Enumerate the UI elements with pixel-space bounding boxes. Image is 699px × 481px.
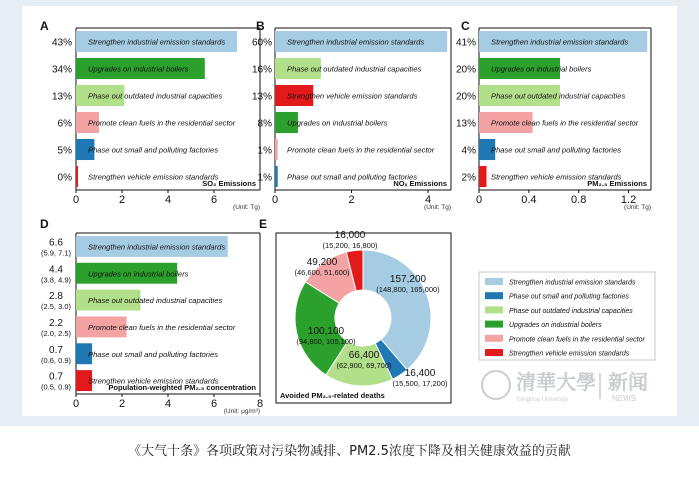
legend-swatch xyxy=(485,349,503,356)
legend-item: Upgrades on industrial boilers xyxy=(509,322,602,330)
panel-d-tick-label: 2 xyxy=(118,398,126,410)
panel-d-bar-label: Phase out small and polluting factories xyxy=(88,349,219,359)
panel-a-bar-label: Phase out small and polluting factories xyxy=(88,145,219,155)
panel-e-ci-label: (15,500, 17,200) xyxy=(392,379,448,388)
watermark-en: Tsinghua University xyxy=(516,397,569,403)
panel-b-bar-label: Strengthen industrial emission standards xyxy=(287,37,425,47)
panel-b-tick-label: 2 xyxy=(348,194,355,206)
panel-b-bar-label: Phase out outdated industrial capacities xyxy=(287,64,422,74)
panel-c-tick-label: 1.2 xyxy=(620,194,637,206)
panel-e-ci-label: (46,600, 51,600) xyxy=(294,268,350,277)
panel-d-unit: (Unit: μg/m³) xyxy=(223,408,260,415)
panel-b-pct-label: 1% xyxy=(257,172,272,184)
panel-d-tick-label: 8 xyxy=(256,398,264,410)
panel-a-pct-label: 43% xyxy=(51,37,72,49)
panel-c-bar-label: Phase out outdated industrial capacities xyxy=(491,91,626,101)
panel-d-ci-label: (2.0, 2.5) xyxy=(40,328,72,338)
panel-b-bar-label: Strengthen vehicle emission standards xyxy=(287,91,418,101)
panel-c-bar-label: Strengthen vehicle emission standards xyxy=(491,172,622,182)
panel-b-unit: (Unit: Tg) xyxy=(424,204,451,211)
panel-c-bar-label: Phase out small and polluting factories xyxy=(491,145,622,155)
panel-a-letter: A xyxy=(40,19,49,33)
panel-a-bar-label: Strengthen industrial emission standards xyxy=(88,37,226,47)
panel-d-bar-label: Strengthen industrial emission standards xyxy=(88,242,226,252)
panel-b-pct-label: 16% xyxy=(251,64,272,76)
panel-e-value-label: 16,000 xyxy=(334,230,366,241)
panel-c-bar-label: Strengthen industrial emission standards xyxy=(491,37,629,47)
legend-swatch xyxy=(485,292,503,299)
panel-a-unit: (Unit: Tg) xyxy=(233,204,260,211)
watermark-news: 新闻 xyxy=(608,370,648,394)
panel-d-ci-label: (3.8, 4.9) xyxy=(40,275,72,285)
panel-c-pct-label: 20% xyxy=(455,91,476,103)
panel-b-tick-label: 0 xyxy=(271,194,279,206)
panel-b-bar-label: Promote clean fuels in the residential sector xyxy=(287,145,435,155)
watermark-cn: 清華大學 xyxy=(516,370,596,394)
panel-d-ci-label: (2.5, 3.0) xyxy=(40,302,72,312)
panel-b-bar-label: Phase out small and polluting factories xyxy=(287,172,418,182)
panel-b-tick-label: 4 xyxy=(424,194,432,206)
legend-item: Promote clean fuels in the residential sector xyxy=(509,336,645,344)
panel-d-tick-label: 0 xyxy=(72,398,80,410)
panel-a-pct-label: 34% xyxy=(51,64,72,76)
panel-a-pct-label: 13% xyxy=(51,91,72,103)
panel-a-bar-label: Upgrades on industrial boilers xyxy=(88,64,189,74)
panel-c-bar-label: Upgrades on industrial boilers xyxy=(491,64,592,74)
panel-c-tick-label: 0 xyxy=(475,194,483,206)
panel-d-tick-label: 6 xyxy=(210,398,218,410)
panel-d-ci-label: (0.6, 0.9) xyxy=(40,355,72,365)
panel-a-bar-label: Phase out outdated industrial capacities xyxy=(88,91,223,101)
legend-swatch xyxy=(485,321,503,328)
panel-d-tick-label: 4 xyxy=(164,398,172,410)
legend-swatch xyxy=(485,278,503,285)
panel-c-bar xyxy=(479,166,486,187)
panel-c-tick-label: 0.8 xyxy=(571,194,587,206)
panel-b-bar xyxy=(275,166,278,187)
panel-a-tick-label: 6 xyxy=(210,194,218,206)
panel-e-value-label: 66,400 xyxy=(348,350,380,361)
panel-d-value-label: 0.7 xyxy=(49,371,63,383)
panel-a-tick-label: 4 xyxy=(164,194,172,206)
panel-a-title: SO₂ Emissions xyxy=(202,179,256,188)
panel-e-value-label: 16,400 xyxy=(404,368,436,379)
panel-a-bar-label: Strengthen vehicle emission standards xyxy=(88,172,219,182)
watermark-news-en: NEWS xyxy=(612,394,636,403)
panel-e-ci-label: (94,800, 105,100) xyxy=(296,337,356,346)
watermark xyxy=(480,365,670,405)
panel-a-tick-label: 0 xyxy=(72,194,80,206)
legend-item: Strengthen vehicle emission standards xyxy=(509,350,630,358)
panel-c-letter: C xyxy=(461,19,470,33)
panel-d-value-label: 2.8 xyxy=(49,291,63,303)
panel-d-value-label: 0.7 xyxy=(49,344,63,356)
panel-c-unit: (Unit: Tg) xyxy=(624,204,651,211)
panel-d-ci-label: (5.9, 7.1) xyxy=(40,248,72,258)
panel-d-ci-label: (0.5, 0.9) xyxy=(40,382,72,392)
panel-e-ci-label: (62,900, 69,700) xyxy=(336,361,392,370)
panel-a-tick-label: 2 xyxy=(118,194,126,206)
panel-c-pct-label: 20% xyxy=(455,64,476,76)
panel-b-pct-label: 60% xyxy=(251,37,272,49)
panel-b-bar xyxy=(275,139,278,160)
panel-d-title: Population-weighted PM₂.₅ concentration xyxy=(108,383,256,392)
panel-b-pct-label: 1% xyxy=(257,145,272,157)
panel-a-pct-label: 0% xyxy=(57,172,72,184)
panel-d-bar-label: Strengthen vehicle emission standards xyxy=(88,376,219,386)
university-seal xyxy=(482,371,510,399)
panel-b-pct-label: 8% xyxy=(257,118,272,130)
panel-e-value-label: 100,100 xyxy=(307,326,345,337)
panel-e-value-label: 49,200 xyxy=(306,257,338,268)
panel-e-title: Avoided PM₂.₅-related deaths xyxy=(280,391,385,400)
panel-a-bar-label: Promote clean fuels in the residential sector xyxy=(88,118,236,128)
figure-caption: 《大气十条》各项政策对污染物减排、PM2.5浓度下降及相关健康效益的贡献 xyxy=(128,444,571,459)
panel-b-bar-label: Upgrades on industrial boilers xyxy=(287,118,388,128)
panel-d-bar-label: Phase out outdated industrial capacities xyxy=(88,296,223,306)
panel-c-pct-label: 41% xyxy=(455,37,476,49)
panel-d-value-label: 2.2 xyxy=(49,317,63,329)
panel-d-value-label: 6.6 xyxy=(49,237,63,249)
panel-c-pct-label: 13% xyxy=(455,118,476,130)
legend-item: Phase out small and polluting factories xyxy=(509,293,629,301)
panel-a-bar xyxy=(76,166,78,187)
panel-c-pct-label: 4% xyxy=(461,145,476,157)
legend-swatch xyxy=(485,335,503,342)
panel-e-value-label: 157,200 xyxy=(389,274,427,285)
panel-c-tick-label: 0.4 xyxy=(521,194,537,206)
panel-a-pct-label: 5% xyxy=(57,145,72,157)
panel-d-value-label: 4.4 xyxy=(49,264,63,276)
panel-a-pct-label: 6% xyxy=(57,118,72,130)
panel-b-title: NOₓ Emissions xyxy=(393,179,447,188)
panel-c-bar-label: Promote clean fuels in the residential sector xyxy=(491,118,639,128)
legend-item: Phase out outdated industrial capacities xyxy=(509,307,633,315)
panel-e-letter: E xyxy=(259,217,268,231)
panel-b-pct-label: 13% xyxy=(251,91,272,103)
legend-item: Strengthen industrial emission standards xyxy=(509,279,636,287)
panel-d-bar-label: Promote clean fuels in the residential sector xyxy=(88,322,236,332)
panel-b-letter: B xyxy=(256,19,265,33)
panel-e-ci-label: (148,800, 165,000) xyxy=(376,285,440,294)
panel-c-pct-label: 2% xyxy=(461,172,476,184)
panel-d-letter: D xyxy=(40,217,49,231)
panel-e-ci-label: (15,200, 16,800) xyxy=(322,241,378,250)
legend-swatch xyxy=(485,306,503,313)
panel-c-title: PM₂.₅ Emissions xyxy=(587,179,647,188)
panel-d-bar-label: Upgrades on industrial boilers xyxy=(88,269,189,279)
